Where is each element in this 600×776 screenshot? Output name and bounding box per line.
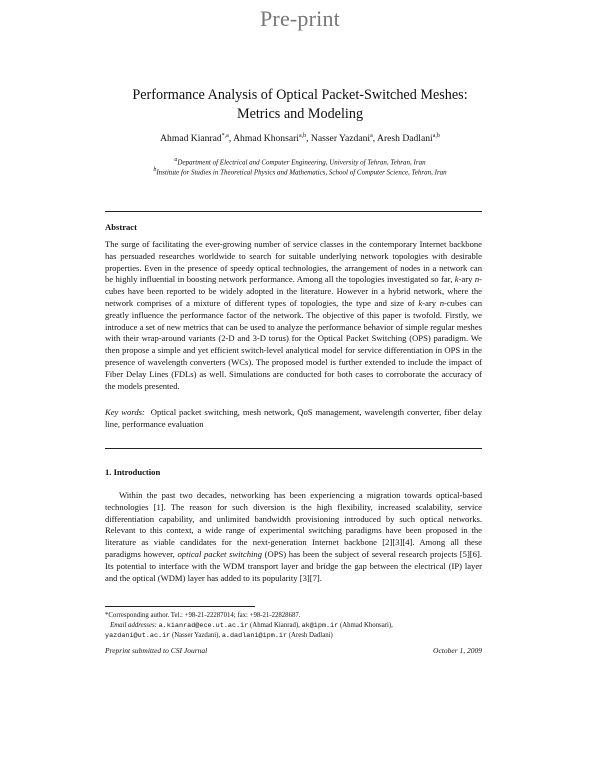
math-n: n [439,297,444,308]
paper-title [60,86,540,124]
section-heading: 1. Introduction [105,467,161,477]
abstract-text: -cubes can greatly influence the performance factor of the network. The objective of this paper is twofold. Firstly, we introduce a set of new metrics that can be used to analyze the performance behavior of simple regular meshes with their wrap-around variants (2-D and 3-D torus) for the Optical Packet Switching (OPS) paradigm. We then propose a simple and yet efficient switch-level analytical model for service differentiation in OPS in the presence of wavelength converters (WCs). The proposed model is further extended to include the impact of Fiber Delay Lines (FDLs) as well. Simulations are conducted for both cases to corroborate the accuracy of the models presented. [105,297,482,391]
author-sup: *,a [221,133,229,139]
intro-paragraph [105,490,482,584]
author-sup: a,b [298,133,307,139]
author-sup: a [370,133,373,139]
email-link[interactable]: a.kianrad@ece.ut.ac.ir [158,622,249,630]
math-k: k [418,297,423,308]
abstract-body [105,239,482,392]
affiliation-text: Department of Electrical and Computer Engineering, University of Tehran, Tehran, Iran [177,158,426,167]
footnote-divider [105,606,255,607]
affiliation-sup: b [153,167,157,173]
email-owner: (Ahmad Kianrad), [250,622,300,629]
keywords-label: Key words: [105,407,145,417]
affiliation [60,157,540,166]
footnote-emails [105,621,482,631]
abstract-text: -ary [458,274,475,285]
email-link[interactable]: a.dadlani@ipm.ir [221,632,288,640]
author-name: Ahmad Khonsari [233,133,299,145]
author-list: Ahmad Kianrad$^{*,a}$, Ahmad Khonsari$^{a,b}$, Nasser Yazdani$^a$, Aresh Dadlani$^{a,b}$ [160,133,440,145]
math-n: n [474,274,480,285]
abstract-text: -cubes have been reported to be widely adopted in the literature. However in a hybrid network, where the network comprises of a mixture of different types of topologies, the type and size of [105,274,483,308]
preprint-header: Pre-print [259,6,340,31]
date: October 1, 2009 [433,646,482,655]
footnote-emails-cont [105,631,482,641]
email-owner: (Nasser Yazdani), [171,632,221,639]
intro-emphasis: optical packet switching [177,548,263,559]
affiliation-text: Institute for Studies in Theoretical Physics and Mathematics, School of Computer Science, Tehran, Iran [156,168,447,177]
intro-text: Within the past two decades, networking has been experiencing a migration towards optical-based technologies [1]. The reason for such diversion is the high flexibility, increased scalability, service differentiation capability, and unlimited bandwidth provisioning introduced by such optical networks. Relevant to this context, a wide range of experimental switching paradigms have been proposed in the literature as viable candidates for the next-generation Internet backbone [2][3][4]. Among all these paradigms however, [105,490,482,559]
divider [105,211,482,212]
email-owner: (Aresh Dadlani) [288,632,333,639]
title-line-1: Performance Analysis of Optical Packet-Switched Meshes: [132,87,468,103]
author-name: Ahmad Kianrad [160,133,222,145]
intro-text: (OPS) has been the subject of several research projects [5][6]. Its potential to interface with the WDM transport layer and bridge the gap between the electrical (IP) layer and the optical (WDM) layer has added to its popularity [3][7]. [105,548,482,583]
email-owner: (Ahmad Khonsari), [339,622,393,629]
abstract-text: The surge of facilitating the ever-growing number of service classes in the contemporary Internet backbone has persuaded researches worldwide to search for suitable underlying network topologies with desirable properties. Even in the presence of speedy optical technologies, the arrangement of nodes in a network can be highly influential in boosting network performance. Among all the topologies investigated so far, [105,239,482,285]
author-name: Aresh Dadlani [377,133,433,145]
author-sup: a,b [432,133,440,139]
divider [105,448,482,449]
math-k: k [454,274,459,285]
email-label: Email addresses: [110,622,157,629]
email-link[interactable]: yazdani@ut.ac.ir [105,632,171,640]
abstract-heading: Abstract [105,222,137,232]
submission-note: Preprint submitted to CSI Journal [105,646,208,655]
keywords-text: Optical packet switching, mesh network, QoS management, wavelength converter, fiber delay line, performance evaluation [105,407,483,429]
author-name: Nasser Yazdani [310,133,371,145]
affiliation [60,167,540,176]
email-link[interactable]: ak@ipm.ir [301,622,339,630]
keywords [105,407,482,431]
abstract-text: -ary [422,297,440,308]
title-line-2: Metrics and Modeling [236,106,364,122]
footnote-corresponding: *Corresponding author. Tel.: +98-21-22287014; fax: +98-21-22828687. [105,612,301,619]
affiliation-sup: a [174,157,178,163]
